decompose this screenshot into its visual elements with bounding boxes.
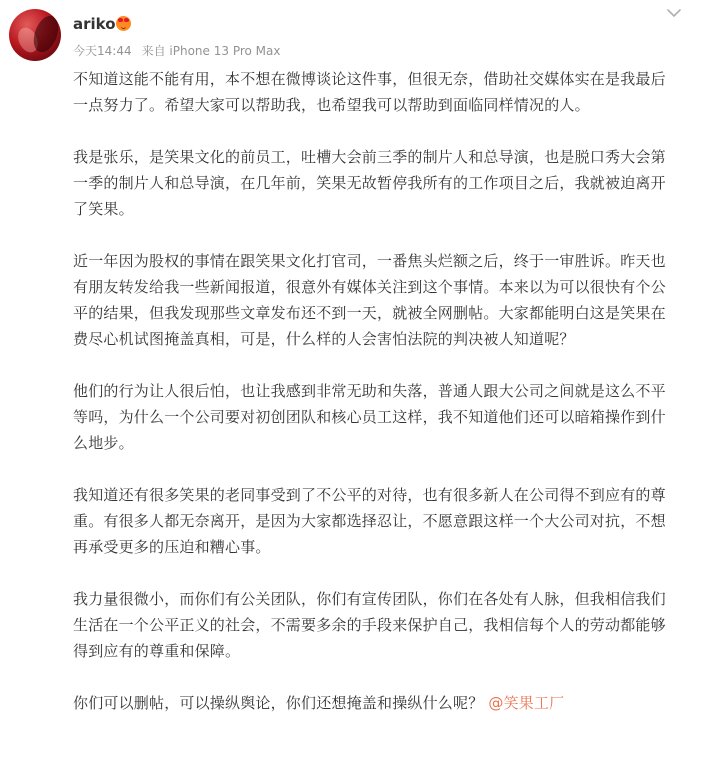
post-paragraph: 我力量很微小，而你们有公关团队，你们有宣传团队，你们在各处有人脉，但我相信我们生活在一个公平正义的社会，不需要多余的手段来保护自己，我相信每个人的劳动都能够得到应有的尊重和保障。 bbox=[73, 590, 666, 660]
post-meta bbox=[73, 43, 280, 59]
post-timestamp[interactable]: 今天14:44 bbox=[73, 44, 132, 58]
heart-left-icon bbox=[118, 18, 123, 22]
post-paragraph: 近一年因为股权的事情在跟笑果文化打官司，一番焦头烂额之后，终于一审胜诉。昨天也有朋友转发给我一些新闻报道，很意外有媒体关注到这个事情。本来以为可以很快有个公平的结果，但我发现那些文章发布还不到一天，就被全网删帖。大家都能明白这是笑果在费尽心机试图掩盖真相，可是，什么样的人会害怕法院的判决被人知道呢？ bbox=[73, 252, 666, 348]
post-paragraph: 不知道这能不能有用，本不想在微博谈论这件事，但很无奈，借助社交媒体实在是我最后一点努力了。希望大家可以帮助我，也希望我可以帮助到面临同样情况的人。 bbox=[73, 70, 666, 114]
chevron-down-icon bbox=[664, 6, 684, 20]
last-paragraph-text: 你们可以删帖，可以操纵舆论，你们还想掩盖和操纵什么呢？ bbox=[73, 694, 484, 712]
emoji-mouth bbox=[121, 25, 126, 29]
more-options-button[interactable] bbox=[664, 6, 684, 20]
post-paragraph-last bbox=[73, 690, 679, 716]
post-source: 来自 iPhone 13 Pro Max bbox=[141, 44, 281, 58]
post-paragraph: 我是张乐，是笑果文化的前员工，吐槽大会前三季的制片人和总导演，也是脱口秀大会第一季的制片人和总导演，在几年前，笑果无故暂停我所有的工作项目之后，我就被迫离开了笑果。 bbox=[73, 148, 666, 218]
post-paragraph: 我知道还有很多笑果的老同事受到了不公平的对待，也有很多新人在公司得不到应有的尊重。有很多人都无奈离开，是因为大家都选择忍让，不愿意跟这样一个大公司对抗，不想再承受更多的压迫和糟心事。 bbox=[73, 486, 666, 556]
username[interactable]: ariko bbox=[73, 15, 116, 33]
mention-link[interactable]: @笑果工厂 bbox=[488, 694, 565, 712]
heart-right-icon bbox=[124, 18, 129, 22]
post-body bbox=[73, 66, 679, 742]
avatar[interactable] bbox=[9, 9, 61, 61]
post-paragraph: 他们的行为让人很后怕，也让我感到非常无助和失落，普通人跟大公司之间就是这么不平等吗，为什么一个公司要对初创团队和核心员工这样，我不知道他们还可以暗箱操作到什么地步。 bbox=[73, 382, 666, 452]
heart-eyes-emoji-icon bbox=[116, 16, 131, 31]
